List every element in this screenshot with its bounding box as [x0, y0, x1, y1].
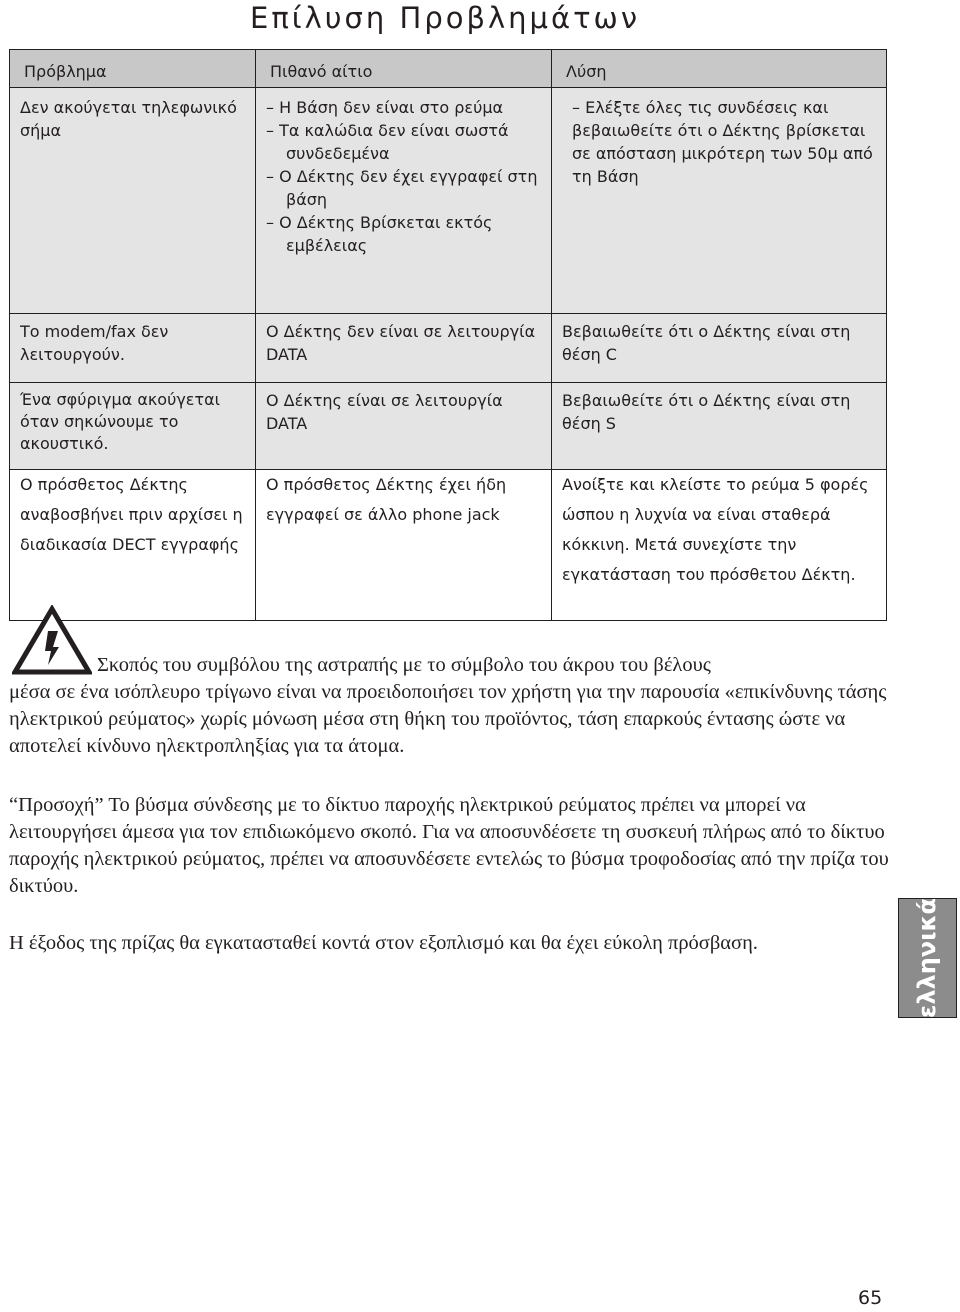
problem-cell: Το modem/fax δεν λειτουργούν. [10, 314, 256, 383]
column-header-problem: Πρόβλημα [10, 50, 256, 88]
table-row [10, 314, 887, 383]
cause-cell: Ο Δέκτης είναι σε λειτουργία DATA [256, 383, 552, 470]
warning-lead: Σκοπός του συμβόλου της αστραπής με το σύμβολο του άκρου του βέλους [97, 654, 711, 676]
cause-cell: Ο Δέκτης δεν είναι σε λειτουργία DATA [256, 314, 552, 383]
problem-cell: Δεν ακούγεται τηλεφωνικό σήμα [10, 88, 256, 314]
cause-cell: Ο πρόσθετος Δέκτης έχει ήδη εγγραφεί σε άλλο phone jack [256, 470, 552, 621]
table-row [10, 470, 887, 621]
cause-list [266, 96, 541, 257]
solution-cell: Βεβαιωθείτε ότι ο Δέκτης είναι στη θέση S [552, 383, 887, 470]
language-tab-label: ελληνικά [913, 897, 942, 1019]
solution-cell: Βεβαιωθείτε ότι ο Δέκτης είναι στη θέση C [552, 314, 887, 383]
caution-paragraph: “Προσοχή” Το βύσμα σύνδεσης με το δίκτυο παροχής ηλεκτρικού ρεύματος πρέπει να μπορεί να λειτουργήσει άμεσα για τον επιδιωκόμενο σκοπό. Για να αποσυνδέσετε τη συσκευή πλήρως από το δίκτυο παροχής ηλεκτρικού ρεύματος, πρέπει να αποσυνδέσετε εντελώς το βύσμα τροφοδοσίας από την πρίζα του δικτύου. [9, 794, 889, 897]
socket-paragraph: Η έξοδος της πρίζας θα εγκατασταθεί κοντά στον εξοπλισμό και θα έχει εύκολη πρόσβαση. [9, 932, 758, 954]
language-tab [898, 898, 957, 1018]
warning-rest: μέσα σε ένα ισόπλευρο τρίγωνο είναι να προειδοποιήσει τον χρήστη για την παρουσία «επικίνδυνης τάσης ηλεκτρικού ρεύματος» χωρίς μόνωση μέσα στη θήκη του προϊόντος, τάση επαρκούς έντασης ώστε να αποτελεί κίνδυνο ηλεκτροπληξίας για τα άτομα. [9, 681, 887, 757]
troubleshooting-table [9, 49, 887, 621]
table-row [10, 383, 887, 470]
column-header-solution: Λύση [552, 50, 887, 88]
table-header-row [10, 50, 887, 88]
lightning-warning-text [9, 652, 894, 760]
list-item: – Ο Δέκτης Βρίσκεται εκτός εμβέλειας [266, 211, 541, 257]
list-item: – Η Βάση δεν είναι στο ρεύμα [266, 96, 541, 119]
column-header-cause: Πιθανό αίτιο [256, 50, 552, 88]
solution-cell: Ανοίξτε και κλείστε το ρεύμα 5 φορές ώσπου η λυχνία να είναι σταθερά κόκκινη. Μετά συνεχίστε την εγκατάσταση του πρόσθετου Δέκτη. [552, 470, 887, 621]
solution-cell: – Ελέξτε όλες τις συνδέσεις και βεβαιωθείτε ότι ο Δέκτης βρίσκεται σε απόσταση μικρότερη των 50μ από τη Βάση [552, 88, 887, 314]
problem-cell: Ένα σφύριγμα ακούγεται όταν σηκώνουμε το ακουστικό. [10, 383, 256, 470]
list-item: – Ο Δέκτης δεν έχει εγγραφεί στη βάση [266, 165, 541, 211]
page-title: Επίλυση Προβλημάτων [250, 1, 641, 35]
table-row [10, 88, 887, 314]
cause-cell [256, 88, 552, 314]
list-item: – Τα καλώδια δεν είναι σωστά συνδεδεμένα [266, 119, 541, 165]
problem-cell: Ο πρόσθετος Δέκτης αναβοσβήνει πριν αρχίσει η διαδικασία DECT εγγραφής [10, 470, 256, 621]
page-number: 65 [858, 1287, 883, 1309]
